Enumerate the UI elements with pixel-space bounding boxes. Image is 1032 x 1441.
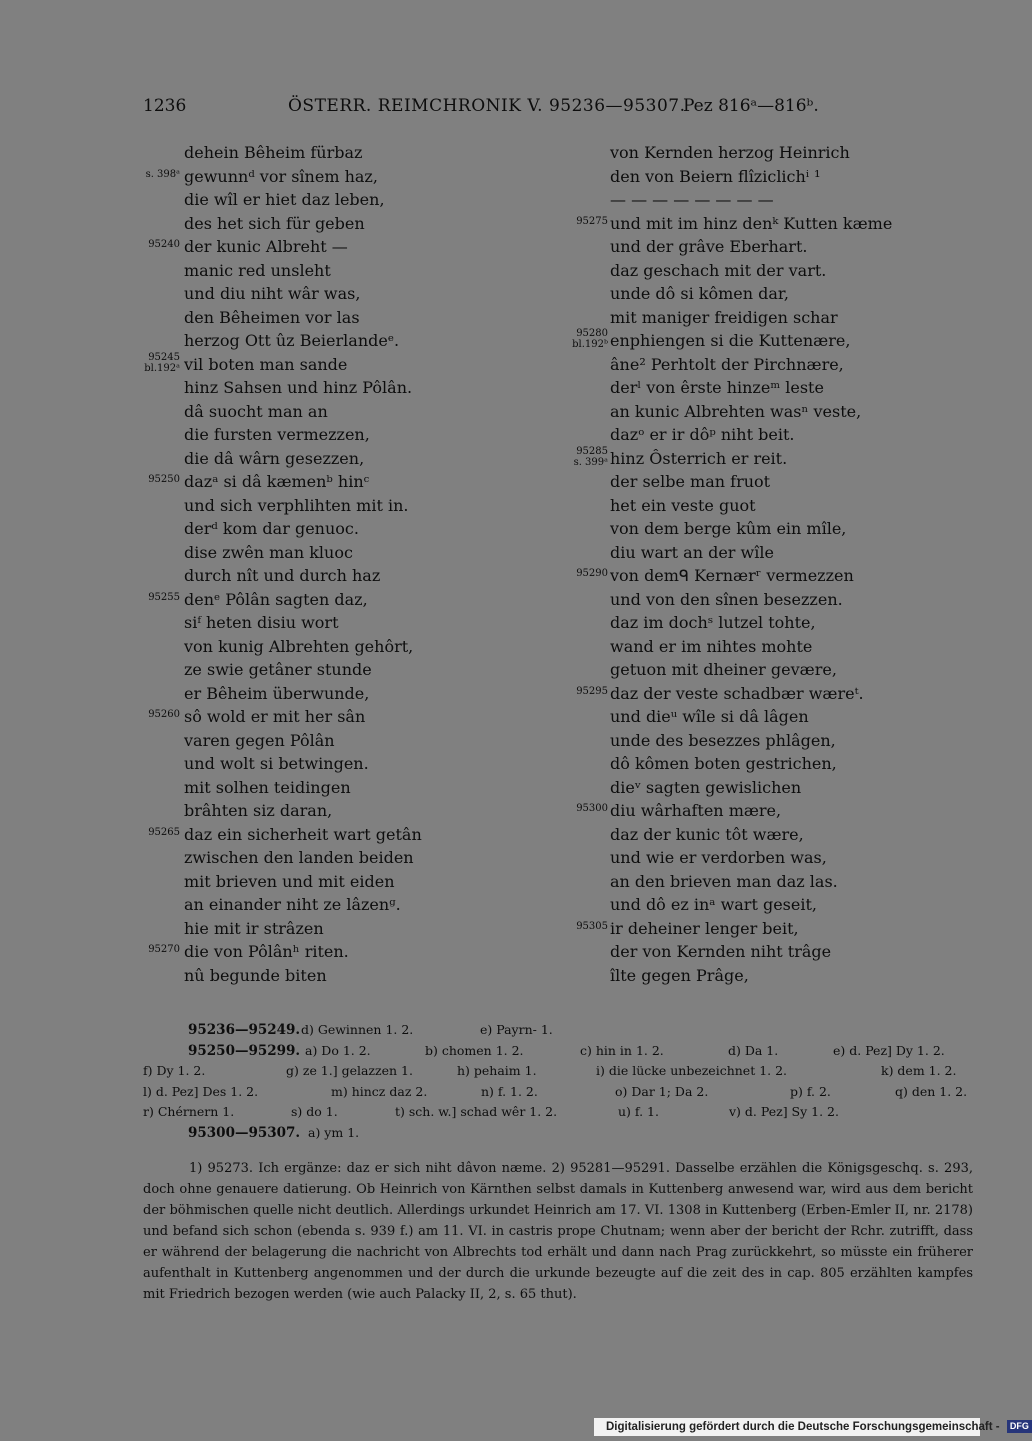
verse-line: [184, 635, 422, 659]
variant-row: [143, 1102, 973, 1123]
variant-entry: a) ym 1.: [308, 1124, 360, 1140]
line-number: [144, 352, 180, 374]
verse-line: [610, 705, 892, 729]
verse-line: [148, 588, 422, 612]
line-number: [576, 921, 608, 932]
verse-line: [184, 799, 422, 823]
verse-text: herzog Ott ûz Beierlandeᵉ.: [184, 331, 400, 350]
verse-line: [610, 893, 892, 917]
verse-line: [610, 376, 892, 400]
variant-entry: q) den 1. 2.: [895, 1083, 968, 1099]
verse-line: [184, 541, 422, 565]
verse-line: [610, 940, 892, 964]
line-number: [148, 592, 180, 603]
variant-entry: c) hin in 1. 2.: [580, 1042, 664, 1058]
verse-text: von demᑫ Kernærʳ vermezzen: [610, 566, 854, 585]
folio-reference: bl.192ᵇ: [572, 339, 608, 350]
verse-line: [184, 376, 422, 400]
verse-line: [610, 776, 892, 800]
verse-line: [184, 658, 422, 682]
line-number: [576, 686, 608, 697]
verse-text: die wîl er hiet daz leben,: [184, 190, 385, 209]
variant-entry: g) ze 1.] gelazzen 1.: [286, 1063, 413, 1078]
verse-line: [610, 423, 892, 447]
variant-entry: r) Chérnern 1.: [143, 1104, 235, 1119]
verse-line: [573, 445, 892, 471]
verse-line: [610, 494, 892, 518]
verse-line: [576, 799, 892, 823]
variant-row: [143, 1061, 973, 1082]
verse-line: [610, 165, 892, 189]
verse-line: [610, 964, 892, 988]
line-number: [576, 803, 608, 814]
verse-text: und sich verphlihten mit in.: [184, 495, 409, 515]
variant-row: [143, 1082, 973, 1103]
line-number-value: 95270: [148, 944, 180, 955]
verse-text: ze swie getâner stunde: [184, 660, 372, 679]
verse-line: [184, 259, 422, 283]
verse-line: [610, 846, 892, 870]
verse-line: [610, 470, 892, 494]
verse-line: [184, 517, 422, 541]
folio-reference: s. 399ᵃ: [573, 456, 608, 468]
verse-text: dô kômen boten gestrichen,: [610, 754, 837, 773]
verse-line: [610, 823, 892, 847]
line-number: [146, 169, 180, 180]
verse-line: [610, 517, 892, 541]
verse-line: [184, 306, 422, 330]
verse-text: daz der veste schadbær wæreᵗ.: [610, 683, 864, 703]
verse-line: [184, 188, 422, 212]
folio-reference: bl.192ᵃ: [144, 362, 180, 374]
verse-line: [184, 776, 422, 800]
verse-text: mit maniger freidigen schar: [610, 307, 838, 327]
verse-line: [184, 870, 422, 894]
verse-text: unde dô si kômen dar,: [610, 284, 789, 303]
dfg-logo: DFG: [1007, 1420, 1032, 1433]
variant-entry: a) Do 1. 2.: [305, 1042, 371, 1058]
verse-line: [610, 235, 892, 259]
verse-line: [184, 752, 422, 776]
variant-entry: d) Gewinnen 1. 2.: [301, 1022, 414, 1037]
verse-line: [610, 870, 892, 894]
verse-text: derˡ von êrste hinzeᵐ leste: [610, 378, 824, 397]
line-number-value: 95250: [148, 474, 180, 485]
verse-column-right: [572, 141, 893, 987]
variant-entry: d) Da 1.: [728, 1042, 779, 1058]
verse-line: [184, 682, 422, 706]
variant-entry: t) sch. w.] schad wêr 1. 2.: [395, 1104, 558, 1119]
verse-text: mit solhen teidingen: [184, 777, 351, 797]
verse-line: [184, 329, 422, 353]
footnote-paragraph: 1) 95273. Ich ergänze: daz er sich niht dâvon næme. 2) 95281—95291. Dasselbe erzählen die Königsgeschq. s. 293, doch ohne genauere datierung. Ob Heinrich von Kärnthen selbst damals in Kuttenberg anwesend war, wird aus dem bericht der böhmischen quelle nicht deutlich. Allerdings urkundet Heinrich am 17. VI. 1308 in Kuttenberg (Erben-Emler II, nr. 2178) und befand sich schon (ebenda s. 939 f.) am 11. VI. in castris prope Chutnam; wenn aber der bericht der Rchr. zutrifft, dass er während der belagerung die nachricht von Albrechts tod erhält und dann nach Prag zurückkehrt, so müsste ein früherer aufenthalt in Kuttenberg angenommen und der durch die urkunde bezeugte auf die zeit des in cap. 805 erzählten kampfes mit Friedrich bezogen werden (wie auch Palacky II, 2, s. 65 thut).: [143, 1161, 973, 1302]
verse-text: dise zwên man kluoc: [184, 542, 353, 562]
verse-text: und von den sînen besezzen.: [610, 589, 843, 609]
verse-text: von kunig Albrehten gehôrt,: [184, 636, 414, 656]
funding-notice-bar: [594, 1418, 1029, 1436]
verse-text: nû begunde biten: [184, 965, 327, 985]
page-header: [143, 96, 843, 122]
verse-line: [145, 165, 422, 189]
line-number-value: 95300: [576, 803, 608, 814]
verse-line: [184, 400, 422, 424]
verse-text: von dem berge kûm ein mîle,: [610, 519, 847, 538]
verse-text: der kunic Albreht —: [184, 237, 348, 256]
verse-line: [148, 823, 422, 847]
verse-line: [610, 541, 892, 565]
verse-line: [184, 282, 422, 306]
verse-line: [184, 423, 422, 447]
variant-row: [143, 1020, 973, 1041]
verse-text: er Bêheim überwunde,: [184, 683, 370, 703]
variant-entry: m) hincz daz 2.: [331, 1083, 428, 1099]
verse-line: [610, 752, 892, 776]
line-number-value: 95245: [148, 351, 180, 363]
verse-text: wand er im nihtes mohte: [610, 636, 813, 656]
variant-entry: k) dem 1. 2.: [881, 1063, 957, 1078]
line-number-value: s. 398ᵃ: [145, 168, 180, 180]
verse-text: enphiengen si die Kuttenære,: [610, 331, 851, 350]
verse-text: brâhten siz daran,: [184, 801, 333, 820]
verse-line: [610, 353, 892, 377]
verse-line: [610, 635, 892, 659]
verse-line: [610, 141, 892, 165]
verse-text: und mit im hinz denᵏ Kutten kæme: [610, 213, 893, 233]
line-number-value: 95280: [576, 328, 608, 339]
line-number: [148, 827, 180, 838]
variant-entry: u) f. 1.: [618, 1104, 659, 1119]
verse-text: und dieᵘ wîle si dâ lâgen: [610, 707, 809, 726]
verse-text: die von Pôlânʰ riten.: [184, 942, 349, 961]
verse-line: [184, 964, 422, 988]
verse-line: [610, 259, 892, 283]
verse-text: mit brieven und mit eiden: [184, 871, 395, 891]
verse-line: [148, 705, 422, 729]
verse-text: des het sich für geben: [184, 213, 365, 233]
variant-entry: v) d. Pez] Sy 1. 2.: [729, 1104, 839, 1119]
verse-text: dazᵒ er ir dôᵖ niht beit.: [610, 425, 795, 444]
verse-line: [610, 611, 892, 635]
verse-text: und dô ez inᵃ wart geseit,: [610, 895, 817, 914]
line-number: [148, 474, 180, 485]
verse-text: het ein veste guot: [610, 495, 756, 515]
line-number: [148, 239, 180, 250]
line-number: [148, 709, 180, 720]
line-number: [572, 328, 608, 350]
funding-notice-text: Digitalisierung gefördert durch die Deutsche Forschungsgemeinschaft -: [606, 1421, 1000, 1433]
variant-range-label: 95236—95249.: [188, 1022, 301, 1038]
verse-text: derᵈ kom dar genuoc.: [184, 519, 359, 538]
verse-line: [610, 188, 892, 212]
variant-entry: b) chomen 1. 2.: [425, 1042, 524, 1058]
verse-line: [144, 351, 422, 377]
verse-text: getuon mit dheiner gevære,: [610, 660, 837, 679]
variant-entry: i) die lücke unbezeichnet 1. 2.: [596, 1063, 788, 1078]
line-number-value: 95265: [148, 826, 180, 838]
verse-line: [610, 588, 892, 612]
verse-text: den von Beiern flîziclichⁱ ¹: [610, 166, 821, 186]
line-number: [576, 568, 608, 579]
verse-text: hinz Sahsen und hinz Pôlân.: [184, 378, 413, 397]
variant-apparatus: [143, 1020, 973, 1143]
verse-line: [184, 447, 422, 471]
verse-text: varen gegen Pôlân: [184, 730, 335, 750]
verse-line: [184, 917, 422, 941]
line-number-value: 95295: [576, 685, 608, 697]
verse-line: [576, 917, 892, 941]
verse-line: [148, 235, 422, 259]
line-number-value: 95275: [576, 215, 608, 227]
variant-entry: e) d. Pez] Dy 1. 2.: [833, 1042, 945, 1058]
verse-text: und der grâve Eberhart.: [610, 237, 808, 256]
line-number: [574, 446, 608, 468]
page-number: 1236: [143, 96, 187, 116]
variant-entry: o) Dar 1; Da 2.: [615, 1083, 709, 1099]
verse-text: hie mit ir strâzen: [184, 918, 324, 938]
variant-entry: e) Payrn- 1.: [480, 1022, 553, 1037]
line-number-value: 95285: [576, 445, 608, 457]
verse-text: und diu niht wâr was,: [184, 284, 361, 303]
line-number-value: 95255: [148, 591, 180, 603]
verse-text: der von Kernden niht trâge: [610, 942, 832, 961]
verse-text: daz der kunic tôt wære,: [610, 824, 804, 844]
variant-range-label: 95250—95299.: [188, 1042, 301, 1059]
verse-line: [184, 846, 422, 870]
verse-line: [610, 658, 892, 682]
verse-text: und wie er verdorben was,: [610, 848, 827, 867]
variant-row: [143, 1041, 973, 1062]
verse-text: zwischen den landen beiden: [184, 848, 414, 867]
verse-text: an kunic Albrehten wasⁿ veste,: [610, 401, 862, 421]
verse-line: [610, 306, 892, 330]
pez-reference: Pez 816ᵃ—816ᵇ.: [683, 96, 819, 116]
variant-entry: s) do 1.: [291, 1104, 338, 1119]
line-number: [576, 216, 608, 227]
verse-text: denᵉ Pôlân sagten daz,: [184, 589, 368, 609]
verse-text: siᶠ heten disiu wort: [184, 613, 339, 632]
variant-entry: n) f. 1. 2.: [481, 1083, 538, 1099]
verse-text: der selbe man fruot: [610, 472, 771, 491]
verse-text: ir deheiner lenger beit,: [610, 918, 799, 938]
verse-text: durch nît und durch haz: [184, 566, 381, 585]
verse-text: daz im dochˢ lutzel tohte,: [610, 613, 816, 632]
verse-line: [576, 682, 892, 706]
verse-line: [576, 212, 893, 236]
variant-entry: h) pehaim 1.: [457, 1063, 537, 1078]
verse-text: die dâ wârn gesezzen,: [184, 448, 365, 468]
verse-text: daz geschach mit der vart.: [610, 260, 827, 280]
variant-range-label: 95300—95307.: [188, 1124, 301, 1141]
verse-text: an einander niht ze lâzenᵍ.: [184, 895, 401, 914]
verse-text: diu wârhaften mære,: [610, 801, 782, 820]
verse-text: dehein Bêheim fürbaz: [184, 143, 363, 162]
verse-text: und wolt si betwingen.: [184, 754, 369, 773]
verse-text: dazᵃ si dâ kæmenᵇ hinᶜ: [184, 472, 370, 491]
verse-line: [610, 282, 892, 306]
verse-text: — — — — — — — —: [610, 190, 774, 209]
verse-column-left: [144, 141, 422, 987]
verse-text: von Kernden herzog Heinrich: [610, 143, 850, 162]
verse-line: [576, 564, 892, 588]
verse-line: [610, 729, 892, 753]
line-number-value: 95305: [576, 920, 608, 932]
variant-entry: p) f. 2.: [790, 1083, 831, 1099]
verse-line: [184, 141, 422, 165]
line-number-value: 95240: [148, 239, 180, 250]
line-number: [148, 944, 180, 955]
variant-row: [143, 1123, 973, 1144]
verse-text: gewunnᵈ vor sînem haz,: [184, 166, 378, 186]
verse-text: den Bêheimen vor las: [184, 307, 360, 327]
verse-text: daz ein sicherheit wart getân: [184, 824, 422, 844]
variant-entry: l) d. Pez] Des 1. 2.: [143, 1083, 259, 1099]
verse-text: diu wart an der wîle: [610, 542, 774, 562]
verse-text: sô wold er mit her sân: [184, 707, 366, 726]
line-number-value: 95290: [576, 568, 608, 579]
verse-line: [184, 611, 422, 635]
verse-text: hinz Ôsterrich er reit.: [610, 448, 788, 468]
line-number-value: 95260: [148, 709, 180, 720]
verse-line: [184, 494, 422, 518]
verse-line: [572, 328, 892, 353]
verse-text: unde des besezzes phlâgen,: [610, 730, 836, 750]
footnotes: [143, 1158, 973, 1305]
running-title: ÖSTERR. REIMCHRONIK V. 95236—95307.: [288, 96, 686, 116]
verse-line: [148, 470, 422, 494]
verse-text: manic red unsleht: [184, 260, 331, 280]
verse-line: [148, 940, 422, 964]
verse-line: [184, 729, 422, 753]
verse-text: îlte gegen Prâge,: [610, 965, 749, 985]
verse-text: dieᵛ sagten gewislichen: [610, 777, 802, 797]
verse-line: [184, 564, 422, 588]
verse-line: [184, 893, 422, 917]
verse-text: dâ suocht man an: [184, 401, 328, 421]
verse-text: die fursten vermezzen,: [184, 425, 370, 444]
verse-text: an den brieven man daz las.: [610, 871, 838, 891]
verse-line: [610, 400, 892, 424]
variant-entry: f) Dy 1. 2.: [143, 1063, 206, 1078]
verse-line: [184, 212, 422, 236]
verse-text: âne² Perhtolt der Pirchnære,: [610, 354, 844, 374]
verse-text: vil boten man sande: [184, 354, 348, 374]
